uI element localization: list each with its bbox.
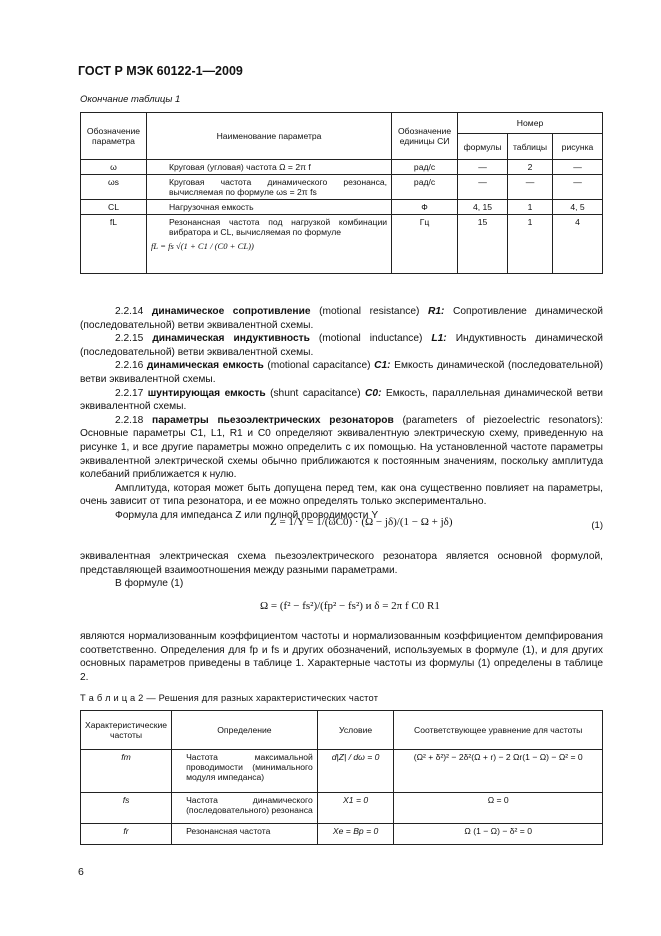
col-unit: Обозначение единицы СИ [392, 113, 458, 160]
table-row [81, 793, 603, 824]
cell: 2 [508, 160, 553, 175]
cell: — [553, 160, 603, 175]
col-formula: формулы [458, 134, 508, 160]
page-header: ГОСТ Р МЭК 60122-1—2009 [78, 64, 243, 78]
cell: рад/с [392, 160, 458, 175]
cell: Круговая частота динамического резонанса, вычисляемая по формуле ωs = 2π fs [146, 175, 391, 200]
table-2 [80, 710, 603, 845]
cell: 4 [553, 215, 603, 274]
table-row [81, 175, 603, 200]
col-table: таблицы [508, 134, 553, 160]
table-row [81, 215, 603, 274]
cell: fm [81, 750, 172, 793]
cell: Ф [392, 200, 458, 215]
para-amplitude: Амплитуда, которая может быть допущена перед тем, как она существенно повлияет на параметры, очень зависит от типа резонатора, и ее можно определять только экспериментально. [80, 482, 603, 508]
table-row [81, 750, 603, 793]
table1-caption: Окончание таблицы 1 [80, 94, 181, 105]
cell: 4, 5 [553, 200, 603, 215]
formula-1-number: (1) [591, 520, 603, 531]
cell: — [508, 175, 553, 200]
table-row [81, 824, 603, 845]
cell: Ω = 0 [394, 793, 603, 824]
col-freq: Характеристические частоты [81, 711, 172, 750]
cell: — [553, 175, 603, 200]
cell: Круговая (угловая) частота Ω = 2π f [146, 160, 391, 175]
col-number: Номер [458, 113, 603, 134]
cell: Гц [392, 215, 458, 274]
para-2216: 2.2.16 динамическая емкость (motional capacitance) C1: Емкость динамической (последовательной) ветви эквивалентной схемы. [80, 360, 603, 385]
cell: — [458, 175, 508, 200]
para-formula-intro: Формула для импеданса Z или полной проводимости Y [115, 509, 379, 521]
cell: CL [81, 200, 147, 215]
cell: ω [81, 160, 147, 175]
body-text-3 [80, 630, 603, 684]
cell: 1 [508, 200, 553, 215]
para-2215: 2.2.15 динамическая индуктивность (motional inductance) L1: Индуктивность динамической (последовательной) ветви эквивалентной схемы. [80, 333, 603, 358]
table2-caption: Т а б л и ц а 2 — Решения для разных характеристических частот [80, 693, 379, 703]
cell: Частота максимальной проводимости (минимального модуля импеданса) [172, 750, 318, 793]
table-row [81, 160, 603, 175]
cell: — [458, 160, 508, 175]
cell: Частота динамического (последовательного) резонанса [172, 793, 318, 824]
cell: Нагрузочная емкость [146, 200, 391, 215]
cell: (Ω² + δ²)² − 2δ²(Ω + r) − 2 Ωr(1 − Ω) − Ω² = 0 [394, 750, 603, 793]
col-eq: Соответствующее уравнение для частоты [394, 711, 603, 750]
cell: fs [81, 793, 172, 824]
para-in-f1: В формуле (1) [115, 578, 184, 590]
cell: d|Z| / dω = 0 [317, 750, 394, 793]
cell: 1 [508, 215, 553, 274]
cell: ωs [81, 175, 147, 200]
para-2214: 2.2.14 динамическое сопротивление (motional resistance) R1: Сопротивление динамической (последовательной) ветви эквивалентной схемы. [80, 306, 604, 331]
table-row [81, 200, 603, 215]
cell: fL [81, 215, 147, 274]
cell: 15 [458, 215, 508, 274]
para-after-f2: являются нормализованным коэффициентом частоты и нормализованным коэффициентом демпфирования соответственно. Определения для fp и fs и других обозначений, используемых в формуле (1), и для других основных параметров приведены в таблице 1. Характерные частоты из формулы (1) определены в таблице 2. [80, 631, 603, 683]
body-text [80, 305, 603, 523]
cell: Xe = Bp = 0 [317, 824, 394, 845]
col-name: Наименование параметра [146, 113, 391, 160]
cell: X1 = 0 [317, 793, 394, 824]
formula-2: Ω = (f² − fs²)/(fp² − fs²) и δ = 2π f C0 R1 [260, 600, 440, 612]
col-symbol: Обозначение параметра [81, 113, 147, 160]
para-after-f1: эквивалентная электрическая схема пьезоэлектрического резонатора является основной формулой, представляющей взаимоотношения между разными параметрами. [80, 551, 603, 576]
cell: Резонансная частота [172, 824, 318, 845]
formula-fl: fL = fs √(1 + C1 / (C0 + CL)) [150, 241, 254, 251]
cell: Ω (1 − Ω) − δ² = 0 [394, 824, 603, 845]
para-2217: 2.2.17 шунтирующая емкость (shunt capacitance) C0: Емкость, параллельная динамической ветви эквивалентной схемы. [80, 387, 603, 413]
col-cond: Условие [317, 711, 394, 750]
page-number: 6 [78, 866, 84, 878]
col-figure: рисунка [553, 134, 603, 160]
cell: рад/с [392, 175, 458, 200]
col-def: Определение [172, 711, 318, 750]
table-1 [80, 112, 603, 274]
cell: fr [81, 824, 172, 845]
body-text-2 [80, 550, 603, 591]
para-2218: 2.2.18 параметры пьезоэлектрических резонаторов (parameters of piezoelectric resonators): Основные параметры C1, L1, R1 и C0 определяют эквивалентную электрическую схему, приведенную на рисунке 1, и все другие параметры можно определить с их помощью. На установленной частоте параметры эквивалентной электрической схемы обычно приближаются к постоянным значениям, поскольку амплитуда колебаний приближается к нулю. [80, 414, 603, 481]
formula-1: Z = 1/Y = 1/(ωC0) · (Ω − jδ)/(1 − Ω + jδ) [270, 516, 453, 528]
cell: Резонансная частота под нагрузкой комбинации вибратора и CL, вычисляемая по формуле [168, 217, 388, 237]
cell: 4, 15 [458, 200, 508, 215]
